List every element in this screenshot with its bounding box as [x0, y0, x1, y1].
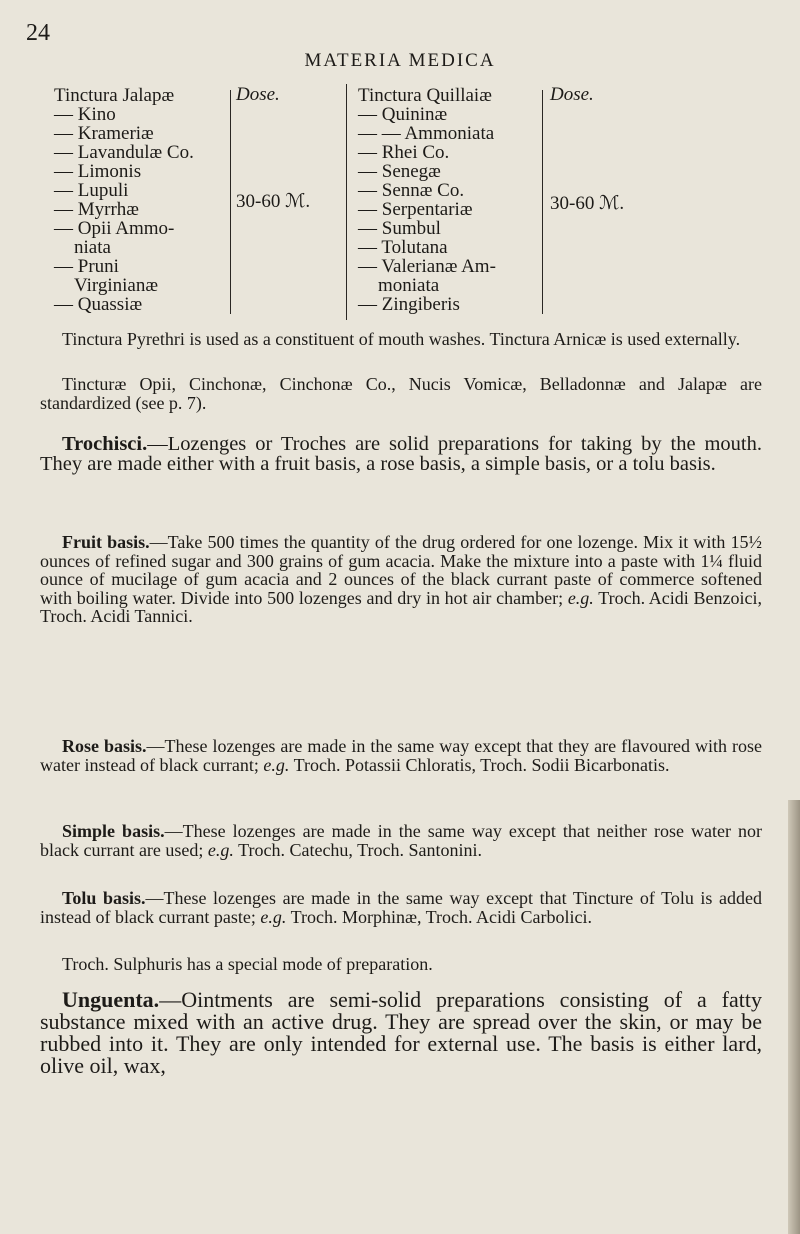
- list-item: — Senegæ: [358, 161, 441, 182]
- page-edge-shadow: [788, 800, 800, 1234]
- list-item: Tinctura Jalapæ: [54, 85, 175, 106]
- paragraph-fruit-basis: Fruit basis.—Take 500 times the quantity of the drug ordered for one lozenge. Mix it with 15½ ounces of refined sugar and 300 grains of gum acacia. Make the mixture into a paste with 1¼ fluid ounce of mucilage of gum acacia and 2 ounces of the black currant paste of commerce softened with boiling water. Divide into 500 lozenges and dry in hot air chamber; e.g. Troch. Acidi Benzoici, Troch. Acidi Tannici.: [40, 532, 762, 626]
- list-item: — Lavandulæ Co.: [54, 142, 194, 163]
- list-item: — Opii Ammo-: [54, 218, 175, 239]
- paragraph-sulphuris: Troch. Sulphuris has a special mode of preparation.: [62, 954, 433, 974]
- list-item: Tinctura Quillaiæ: [358, 85, 492, 106]
- list-item: — Pruni: [54, 256, 119, 277]
- tincture-list-right: [358, 86, 496, 314]
- paragraph-simple-basis: Simple basis.—These lozenges are made in the same way except that neither rose water nor black currant are used; e.g. Troch. Catechu, Troch. Santonini.: [40, 821, 763, 860]
- list-item: — Sennæ Co.: [358, 180, 465, 201]
- paragraph-unguenta: Unguenta.—Ointments are semi-solid preparations consisting of a fatty substance mixed with an active drug. They are spread over the skin, or may be rubbed into it. They are only intended for external use. The basis is either lard, olive oil, wax,: [40, 987, 762, 1078]
- paragraph-trochisci: Trochisci.—Lozenges or Troches are solid preparations for taking by the mouth. They are made either with a fruit basis, a rose basis, a simple basis, or a tolu basis.: [40, 433, 762, 475]
- paragraph-rose-basis: Rose basis.—These lozenges are made in the same way except that they are flavoured with rose water instead of black currant; e.g. Troch. Potassii Chloratis, Troch. Sodii Bicarbonatis.: [40, 736, 763, 775]
- running-title: MATERIA MEDICA: [304, 50, 496, 71]
- list-item: — Tolutana: [358, 237, 448, 258]
- list-item: — Serpentariæ: [358, 199, 473, 220]
- list-item: — Myrrhæ: [54, 199, 139, 220]
- page-number: 24: [26, 20, 50, 46]
- list-item: moniata: [378, 275, 440, 296]
- list-item: — Lupuli: [54, 180, 129, 201]
- list-item: niata: [74, 237, 111, 258]
- heading-simple-basis: Simple basis.: [62, 821, 165, 841]
- list-item: — Valerianæ Am-: [358, 256, 496, 277]
- heading-fruit-basis: Fruit basis.: [62, 532, 150, 552]
- list-item: — Sumbul: [358, 218, 441, 239]
- right-dose-label: Dose.: [550, 84, 594, 105]
- tincture-list-left: [54, 86, 194, 314]
- list-item: Virginianæ: [74, 275, 159, 296]
- list-item: — Kino: [54, 104, 116, 125]
- list-item: — Quassiæ: [54, 294, 143, 315]
- paragraph-standardized: Tincturæ Opii, Cinchonæ, Cinchonæ Co., Nucis Vomicæ, Belladonnæ and Jalapæ are standardized (see p. 7).: [40, 374, 762, 413]
- right-dose-value: 30-60 ℳ.: [550, 193, 625, 214]
- list-item: — Krameriæ: [54, 123, 154, 144]
- left-dose-value: 30-60 ℳ.: [236, 191, 311, 212]
- column-divider: [346, 84, 347, 320]
- list-item: — Zingiberis: [358, 294, 460, 315]
- paragraph-pyrethri: Tinctura Pyrethri is used as a constituent of mouth washes. Tinctura Arnicæ is used externally.: [62, 329, 741, 349]
- heading-unguenta: Unguenta.: [62, 987, 160, 1012]
- list-item: — Quininæ: [358, 104, 448, 125]
- left-brace: [222, 90, 231, 314]
- heading-tolu-basis: Tolu basis.: [62, 888, 146, 908]
- heading-rose-basis: Rose basis.: [62, 736, 147, 756]
- list-item: — — Ammoniata: [358, 123, 495, 144]
- left-dose-label: Dose.: [236, 84, 280, 105]
- list-item: — Rhei Co.: [358, 142, 450, 163]
- paragraph-tolu-basis: Tolu basis.—These lozenges are made in the same way except that Tincture of Tolu is added instead of black currant paste; e.g. Troch. Morphinæ, Troch. Acidi Carbolici.: [40, 888, 763, 927]
- heading-trochisci: Trochisci.: [62, 433, 148, 455]
- list-item: — Limonis: [54, 161, 142, 182]
- right-brace: [534, 90, 543, 314]
